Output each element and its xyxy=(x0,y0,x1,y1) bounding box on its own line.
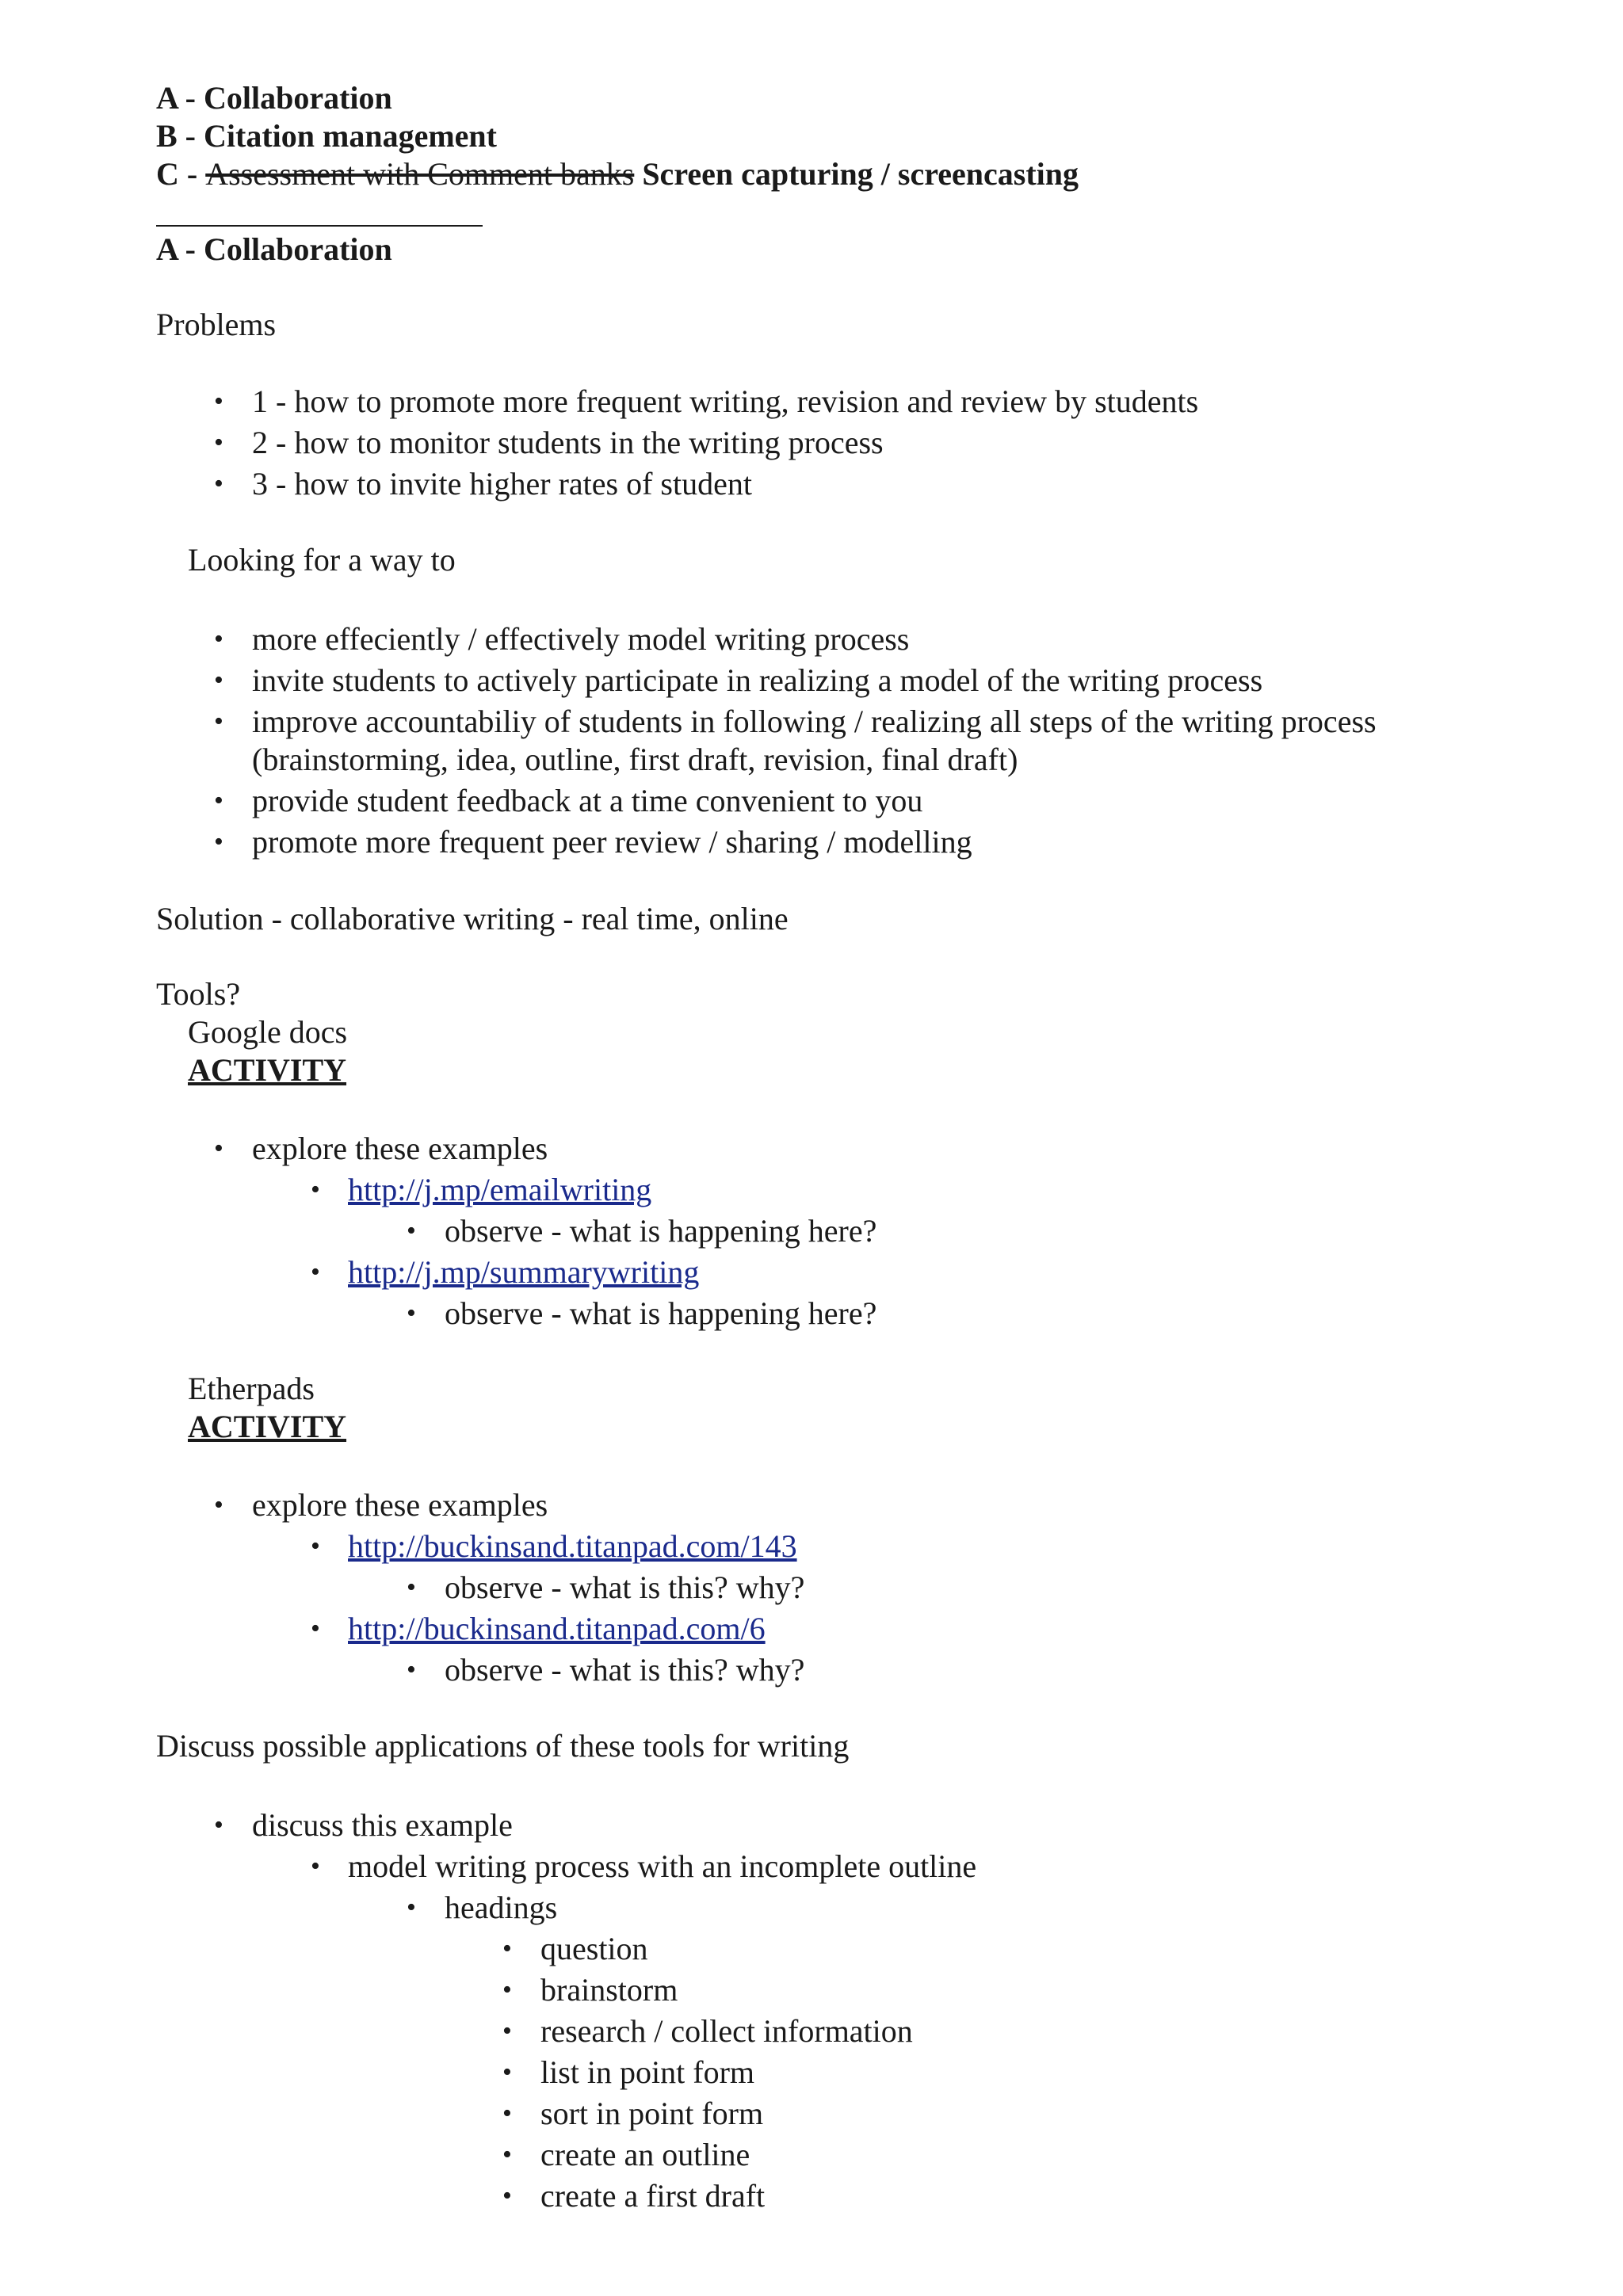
bullet-icon: • xyxy=(214,707,223,736)
looking-item-1: more effeciently / effectively model writing process xyxy=(252,621,910,657)
bullet-icon: • xyxy=(407,1893,416,1922)
bullet-icon: • xyxy=(407,1573,416,1602)
link-summarywriting[interactable]: http://j.mp/summarywriting xyxy=(348,1254,700,1290)
problem-item-1: 1 - how to promote more frequent writing, revision and review by students xyxy=(252,383,1199,419)
google-docs-label: Google docs xyxy=(188,1014,348,1050)
bullet-icon: • xyxy=(311,1852,320,1881)
bullet-icon: • xyxy=(502,2058,512,2087)
looking-item-5: promote more frequent peer review / sharing / modelling xyxy=(252,824,972,860)
bullet-icon: • xyxy=(502,2016,512,2046)
bullet-icon: • xyxy=(214,1134,223,1163)
heading-step-brainstorm: brainstorm xyxy=(540,1972,678,2008)
problem-item-3: 3 - how to invite higher rates of student xyxy=(252,466,752,502)
looking-item-3-continued: (brainstorming, idea, outline, first draft, revision, final draft) xyxy=(252,742,1018,777)
bullet-icon: • xyxy=(214,469,223,498)
heading-b-prefix: B - xyxy=(156,118,204,154)
solution-text: Solution - collaborative writing - real time, online xyxy=(156,901,789,936)
bullet-icon: • xyxy=(214,827,223,856)
heading-step-sort: sort in point form xyxy=(540,2096,764,2131)
heading-a xyxy=(156,82,392,114)
bullet-icon: • xyxy=(214,666,223,695)
tools-label: Tools? xyxy=(156,976,241,1012)
google-docs-activity: ACTIVITY xyxy=(188,1052,347,1088)
heading-step-question: question xyxy=(540,1931,648,1966)
bullet-icon: • xyxy=(214,1490,223,1520)
headings-item: headings xyxy=(445,1890,558,1925)
looking-item-3: improve accountabiliy of students in following / realizing all steps of the writing process xyxy=(252,704,1377,739)
observe-item: observe - what is this? why? xyxy=(445,1652,805,1688)
discuss-label: Discuss possible applications of these tools for writing xyxy=(156,1728,850,1764)
looking-label: Looking for a way to xyxy=(188,542,456,578)
discuss-example: discuss this example xyxy=(252,1807,513,1843)
google-docs-explore: explore these examples xyxy=(252,1131,548,1166)
heading-c-title: Screen capturing / screencasting xyxy=(634,156,1079,192)
bullet-icon: • xyxy=(311,1614,320,1643)
heading-step-research: research / collect information xyxy=(540,2013,913,2049)
heading-c xyxy=(156,158,1079,190)
heading-step-outline: create an outline xyxy=(540,2137,750,2172)
looking-item-2: invite students to actively participate in realizing a model of the writing process xyxy=(252,662,1263,698)
bullet-icon: • xyxy=(311,1257,320,1287)
heading-b xyxy=(156,120,497,152)
model-item: model writing process with an incomplete outline xyxy=(348,1848,977,1884)
link-emailwriting[interactable]: http://j.mp/emailwriting xyxy=(348,1172,652,1207)
bullet-icon: • xyxy=(502,2140,512,2169)
link-titanpad-143[interactable]: http://buckinsand.titanpad.com/143 xyxy=(348,1528,797,1564)
section-a-heading: A - Collaboration xyxy=(156,231,392,267)
bullet-icon: • xyxy=(311,1175,320,1204)
bullet-icon: • xyxy=(214,624,223,654)
etherpads-explore: explore these examples xyxy=(252,1487,548,1523)
bullet-icon: • xyxy=(407,1655,416,1684)
observe-item: observe - what is happening here? xyxy=(445,1295,877,1331)
bullet-icon: • xyxy=(407,1299,416,1328)
problems-label: Problems xyxy=(156,307,277,342)
bullet-icon: • xyxy=(502,2181,512,2210)
heading-c-struck-text: Assessment with Comment banks xyxy=(205,156,635,192)
heading-step-list: list in point form xyxy=(540,2054,754,2090)
bullet-icon: • xyxy=(311,1531,320,1561)
etherpads-label: Etherpads xyxy=(188,1371,315,1406)
bullet-icon: • xyxy=(502,2099,512,2128)
bullet-icon: • xyxy=(214,387,223,416)
problem-item-2: 2 - how to monitor students in the writing process xyxy=(252,425,884,460)
observe-item: observe - what is happening here? xyxy=(445,1213,877,1249)
bullet-icon: • xyxy=(502,1975,512,2004)
divider-line xyxy=(156,225,483,227)
heading-a-title: Collaboration xyxy=(204,80,392,116)
heading-a-prefix: A - xyxy=(156,80,204,116)
bullet-icon: • xyxy=(407,1216,416,1245)
bullet-icon: • xyxy=(214,428,223,457)
looking-item-4: provide student feedback at a time convenient to you xyxy=(252,783,923,818)
bullet-icon: • xyxy=(214,1810,223,1840)
link-titanpad-6[interactable]: http://buckinsand.titanpad.com/6 xyxy=(348,1611,766,1646)
heading-step-first-draft: create a first draft xyxy=(540,2178,766,2214)
heading-b-title: Citation management xyxy=(204,118,497,154)
bullet-icon: • xyxy=(214,786,223,815)
heading-c-prefix: C - xyxy=(156,156,206,192)
etherpads-activity: ACTIVITY xyxy=(188,1409,347,1444)
bullet-icon: • xyxy=(502,1934,512,1963)
observe-item: observe - what is this? why? xyxy=(445,1569,805,1605)
